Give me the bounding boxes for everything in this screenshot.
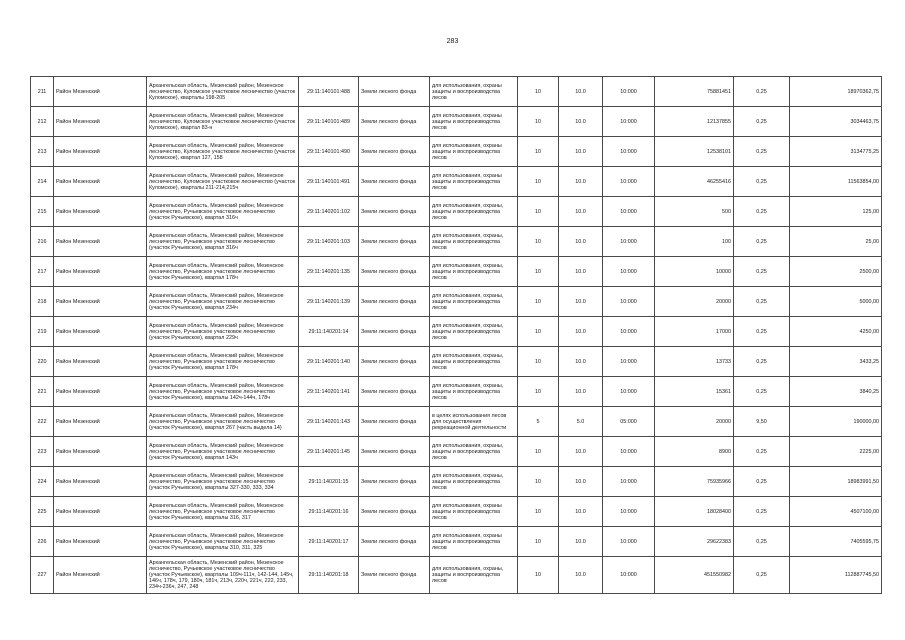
value-1-cell: 10 (518, 77, 559, 107)
amount-cell: 4250,00 (790, 317, 882, 347)
value-1-cell: 10 (518, 317, 559, 347)
area-cell: 100 (655, 227, 734, 257)
area-cell: 29622383 (655, 527, 734, 557)
address-cell: Архангельская область, Мезенский район, Мезенское лесничество, Ручьевское участковое лесничество (участок Ручьевское), квартал 143ч (147, 437, 299, 467)
value-3-cell: 10:000 (603, 197, 655, 227)
table-row (31, 467, 882, 497)
rate-cell: 0,25 (734, 257, 790, 287)
value-3-cell: 10:000 (603, 257, 655, 287)
table-row (31, 317, 882, 347)
value-3-cell: 10:000 (603, 317, 655, 347)
district-cell: Район Мезенский (54, 467, 147, 497)
table-row (31, 437, 882, 467)
amount-cell: 11563854,00 (790, 167, 882, 197)
value-1-cell: 10 (518, 557, 559, 594)
value-1-cell: 10 (518, 257, 559, 287)
permitted-use-cell: для использования, охраны, защиты и воспроизводства лесов (430, 437, 518, 467)
value-2-cell: 10.0 (559, 347, 603, 377)
value-1-cell: 10 (518, 467, 559, 497)
row-number-cell: 213 (31, 137, 54, 167)
value-2-cell: 10.0 (559, 497, 603, 527)
permitted-use-cell: для использования, охраны, защиты и воспроизводства лесов (430, 467, 518, 497)
cadastral-number-cell: 29:11:140101:491 (299, 167, 359, 197)
table-row (31, 257, 882, 287)
area-cell: 46255416 (655, 167, 734, 197)
value-1-cell: 10 (518, 197, 559, 227)
address-cell: Архангельская область, Мезенский район, Мезенское лесничество, Ручьевское участковое лесничество (участок Ручьевское), квартал 229ч (147, 317, 299, 347)
permitted-use-cell: для использования, охраны защиты и воспроизводства лесов (430, 527, 518, 557)
land-category-cell: Земли лесного фонда (359, 437, 430, 467)
row-number-cell: 218 (31, 287, 54, 317)
table-row (31, 407, 882, 437)
district-cell: Район Мезенский (54, 317, 147, 347)
land-category-cell: Земли лесного фонда (359, 377, 430, 407)
address-cell: Архангельская область, Мезенский район, Мезенское лесничество, Ручьевское участковое лесничество (участок Ручьевское), кварталы 310, 311, 325 (147, 527, 299, 557)
permitted-use-cell: для использования, охраны защиты и воспроизводства лесов (430, 167, 518, 197)
value-2-cell: 10.0 (559, 167, 603, 197)
cadastral-number-cell: 29:11:140101:489 (299, 107, 359, 137)
table-row (31, 497, 882, 527)
table-row (31, 77, 882, 107)
land-registry-table (30, 76, 882, 594)
value-2-cell: 10.0 (559, 557, 603, 594)
area-cell: 17000 (655, 317, 734, 347)
table-row (31, 167, 882, 197)
rate-cell: 0,25 (734, 77, 790, 107)
value-1-cell: 10 (518, 347, 559, 377)
rate-cell: 0,25 (734, 527, 790, 557)
rate-cell: 0,25 (734, 347, 790, 377)
page-number: 283 (446, 38, 459, 45)
value-3-cell: 10:000 (603, 377, 655, 407)
value-1-cell: 10 (518, 527, 559, 557)
value-2-cell: 5.0 (559, 407, 603, 437)
table-row (31, 227, 882, 257)
value-1-cell: 5 (518, 407, 559, 437)
table-row (31, 197, 882, 227)
land-category-cell: Земли лесного фонда (359, 317, 430, 347)
permitted-use-cell: для использования, охраны защиты и воспроизводства лесов (430, 497, 518, 527)
row-number-cell: 219 (31, 317, 54, 347)
area-cell: 18028400 (655, 497, 734, 527)
amount-cell: 2500,00 (790, 257, 882, 287)
table-row (31, 527, 882, 557)
cadastral-number-cell: 29:11:140201:18 (299, 557, 359, 594)
address-cell: Архангельская область, Мезенский район, Мезенское лесничество, Куломское участковое лесничество (участок Куломское), кварталы 198-205 (147, 77, 299, 107)
cadastral-number-cell: 29:11:140201:15 (299, 467, 359, 497)
permitted-use-cell: для использования, охраны защиты и воспроизводства лесов (430, 77, 518, 107)
value-1-cell: 10 (518, 437, 559, 467)
district-cell: Район Мезенский (54, 497, 147, 527)
district-cell: Район Мезенский (54, 377, 147, 407)
value-1-cell: 10 (518, 137, 559, 167)
row-number-cell: 222 (31, 407, 54, 437)
land-category-cell: Земли лесного фонда (359, 287, 430, 317)
row-number-cell: 214 (31, 167, 54, 197)
rate-cell: 0,25 (734, 137, 790, 167)
district-cell: Район Мезенский (54, 137, 147, 167)
value-1-cell: 10 (518, 227, 559, 257)
rate-cell: 0,25 (734, 467, 790, 497)
table-row (31, 347, 882, 377)
district-cell: Район Мезенский (54, 527, 147, 557)
cadastral-number-cell: 29:11:140201:140 (299, 347, 359, 377)
value-3-cell: 10:000 (603, 467, 655, 497)
value-1-cell: 10 (518, 107, 559, 137)
value-1-cell: 10 (518, 497, 559, 527)
address-cell: Архангельская область, Мезенский район, Мезенское лесничество, Ручьевское участковое лесничество (участок Ручьевское), квартал 316ч (147, 227, 299, 257)
value-3-cell: 10:000 (603, 227, 655, 257)
value-2-cell: 10.0 (559, 287, 603, 317)
cadastral-number-cell: 29:11:140201:135 (299, 257, 359, 287)
area-cell: 75881451 (655, 77, 734, 107)
area-cell: 75935966 (655, 467, 734, 497)
value-2-cell: 10.0 (559, 317, 603, 347)
row-number-cell: 226 (31, 527, 54, 557)
rate-cell: 0,25 (734, 317, 790, 347)
value-2-cell: 10.0 (559, 467, 603, 497)
address-cell: Архангельская область, Мезенский район, Мезенское лесничество, Ручьевское участковое лесничество (участок Ручьевское), кварталы 142ч-144ч, 178ч (147, 377, 299, 407)
area-cell: 500 (655, 197, 734, 227)
table-row (31, 287, 882, 317)
address-cell: Архангельская область, Мезенский район, Мезенское лесничество, Ручьевское участковое лесничество (участок Ручьевское), кварталы 316, 317 (147, 497, 299, 527)
rate-cell: 0,25 (734, 227, 790, 257)
land-category-cell: Земли лесного фонда (359, 137, 430, 167)
cadastral-number-cell: 29:11:140201:139 (299, 287, 359, 317)
row-number-cell: 212 (31, 107, 54, 137)
area-cell: 451550982 (655, 557, 734, 594)
value-3-cell: 10:000 (603, 557, 655, 594)
row-number-cell: 217 (31, 257, 54, 287)
permitted-use-cell: для использования, охраны, защиты и воспроизводства лесов (430, 557, 518, 594)
district-cell: Район Мезенский (54, 287, 147, 317)
cadastral-number-cell: 29:11:140201:16 (299, 497, 359, 527)
district-cell: Район Мезенский (54, 107, 147, 137)
address-cell: Архангельская область, Мезенский район, Мезенское лесничество, Ручьевское участковое лесничество (участок Ручьевское), кварталы 327-330, 333, 334 (147, 467, 299, 497)
value-1-cell: 10 (518, 377, 559, 407)
land-category-cell: Земли лесного фонда (359, 107, 430, 137)
rate-cell: 9,50 (734, 407, 790, 437)
cadastral-number-cell: 29:11:140201:145 (299, 437, 359, 467)
district-cell: Район Мезенский (54, 437, 147, 467)
land-category-cell: Земли лесного фонда (359, 347, 430, 377)
land-category-cell: Земли лесного фонда (359, 197, 430, 227)
amount-cell: 112887745,50 (790, 557, 882, 594)
cadastral-number-cell: 29:11:140201:141 (299, 377, 359, 407)
rate-cell: 0,25 (734, 287, 790, 317)
table-body (31, 77, 882, 594)
value-2-cell: 10.0 (559, 77, 603, 107)
permitted-use-cell: для использования, охраны, защиты и воспроизводства лесов (430, 197, 518, 227)
amount-cell: 25,00 (790, 227, 882, 257)
table-row (31, 137, 882, 167)
permitted-use-cell: для использования, охраны, защиты и воспроизводства лесов (430, 287, 518, 317)
row-number-cell: 224 (31, 467, 54, 497)
row-number-cell: 216 (31, 227, 54, 257)
value-3-cell: 10:000 (603, 497, 655, 527)
district-cell: Район Мезенский (54, 347, 147, 377)
area-cell: 10000 (655, 257, 734, 287)
table-row (31, 557, 882, 594)
area-cell: 20000 (655, 287, 734, 317)
table-row (31, 377, 882, 407)
district-cell: Район Мезенский (54, 167, 147, 197)
amount-cell: 125,00 (790, 197, 882, 227)
row-number-cell: 227 (31, 557, 54, 594)
rate-cell: 0,25 (734, 377, 790, 407)
value-1-cell: 10 (518, 287, 559, 317)
land-category-cell: Земли лесного фонда (359, 407, 430, 437)
permitted-use-cell: для использования, охраны, защиты и воспроизводства лесов (430, 347, 518, 377)
amount-cell: 5000,00 (790, 287, 882, 317)
district-cell: Район Мезенский (54, 257, 147, 287)
amount-cell: 3433,25 (790, 347, 882, 377)
value-3-cell: 10:000 (603, 287, 655, 317)
cadastral-number-cell: 29:11:140101:490 (299, 137, 359, 167)
amount-cell: 3034463,75 (790, 107, 882, 137)
value-2-cell: 10.0 (559, 527, 603, 557)
permitted-use-cell: для использования, охраны защиты и воспроизводства лесов (430, 137, 518, 167)
value-3-cell: 10:000 (603, 77, 655, 107)
land-category-cell: Земли лесного фонда (359, 167, 430, 197)
address-cell: Архангельская область, Мезенский район, Мезенское лесничество, Куломское участковое лесничество (участок Куломское), квартал 127, 158 (147, 137, 299, 167)
value-3-cell: 05:000 (603, 407, 655, 437)
address-cell: Архангельская область, Мезенский район, Мезенское лесничество, Ручьевское участковое лесничество (участок Ручьевское), квартал 316ч (147, 197, 299, 227)
area-cell: 20000 (655, 407, 734, 437)
rate-cell: 0,25 (734, 437, 790, 467)
amount-cell: 3840,25 (790, 377, 882, 407)
address-cell: Архангельская область, Мезенский район, Мезенское лесничество, Ручьевское участковое лесничество (участок Ручьевское), квартал 267 (часть выдела 14) (147, 407, 299, 437)
row-number-cell: 223 (31, 437, 54, 467)
row-number-cell: 225 (31, 497, 54, 527)
value-2-cell: 10.0 (559, 107, 603, 137)
permitted-use-cell: в целях использования лесов для осуществления рекреационной деятельности (430, 407, 518, 437)
area-cell: 12538101 (655, 137, 734, 167)
amount-cell: 3134775,25 (790, 137, 882, 167)
row-number-cell: 211 (31, 77, 54, 107)
area-cell: 13733 (655, 347, 734, 377)
amount-cell: 2225,00 (790, 437, 882, 467)
address-cell: Архангельская область, Мезенский район, Мезенское лесничество, Куломское участковое лесничество (участок Куломское), квартал 83-н (147, 107, 299, 137)
value-2-cell: 10.0 (559, 227, 603, 257)
land-category-cell: Земли лесного фонда (359, 227, 430, 257)
permitted-use-cell: для использования, охраны, защиты и воспроизводства лесов (430, 317, 518, 347)
row-number-cell: 220 (31, 347, 54, 377)
permitted-use-cell: для использования, охраны, защиты и воспроизводства лесов (430, 227, 518, 257)
area-cell: 15361 (655, 377, 734, 407)
value-3-cell: 10:000 (603, 437, 655, 467)
value-2-cell: 10.0 (559, 137, 603, 167)
value-2-cell: 10.0 (559, 257, 603, 287)
district-cell: Район Мезенский (54, 227, 147, 257)
value-3-cell: 10:000 (603, 107, 655, 137)
land-category-cell: Земли лесного фонда (359, 257, 430, 287)
permitted-use-cell: для использования, охраны, защиты и воспроизводства лесов (430, 257, 518, 287)
cadastral-number-cell: 29:11:140201:103 (299, 227, 359, 257)
land-category-cell: Земли лесного фонда (359, 527, 430, 557)
row-number-cell: 221 (31, 377, 54, 407)
address-cell: Архангельская область, Мезенский район, Мезенское лесничество, Ручьевское участковое лесничество (участок Ручьевское), квартал 234ч (147, 287, 299, 317)
row-number-cell: 215 (31, 197, 54, 227)
land-category-cell: Земли лесного фонда (359, 557, 430, 594)
value-2-cell: 10.0 (559, 437, 603, 467)
cadastral-number-cell: 29:11:140201:17 (299, 527, 359, 557)
district-cell: Район Мезенский (54, 557, 147, 594)
amount-cell: 190000,00 (790, 407, 882, 437)
area-cell: 8900 (655, 437, 734, 467)
district-cell: Район Мезенский (54, 407, 147, 437)
address-cell: Архангельская область, Мезенский район, Мезенское лесничество, Ручьевское участковое лесничество (участок Ручьевское), квартал 178ч (147, 347, 299, 377)
amount-cell: 18983991,50 (790, 467, 882, 497)
district-cell: Район Мезенский (54, 197, 147, 227)
rate-cell: 0,25 (734, 557, 790, 594)
value-3-cell: 10:000 (603, 167, 655, 197)
district-cell: Район Мезенский (54, 77, 147, 107)
value-1-cell: 10 (518, 167, 559, 197)
address-cell: Архангельская область, Мезенский район, Мезенское лесничество, Куломское участковое лесничество (участок Куломское), кварталы 211-214,215ч (147, 167, 299, 197)
rate-cell: 0,25 (734, 107, 790, 137)
land-category-cell: Земли лесного фонда (359, 467, 430, 497)
table-row (31, 107, 882, 137)
cadastral-number-cell: 29:11:140201:143 (299, 407, 359, 437)
area-cell: 12137855 (655, 107, 734, 137)
permitted-use-cell: для использования, охраны защиты и воспроизводства лесов (430, 107, 518, 137)
amount-cell: 7405595,75 (790, 527, 882, 557)
rate-cell: 0,25 (734, 167, 790, 197)
address-cell: Архангельская область, Мезенский район, Мезенское лесничество, Ручьевское участковое лесничество (участок Ручьевское), кварталы 109ч-111ч, 142-144, 145ч, 146ч, 178ч, 179, 180ч, 181ч, 213ч, 220ч, 221ч, 222, 233, 234ч-236ч, 247, 248 (147, 557, 299, 594)
value-3-cell: 10:000 (603, 347, 655, 377)
cadastral-number-cell: 29:11:140201:14 (299, 317, 359, 347)
cadastral-number-cell: 29:11:140101:488 (299, 77, 359, 107)
land-category-cell: Земли лесного фонда (359, 497, 430, 527)
value-2-cell: 10.0 (559, 197, 603, 227)
rate-cell: 0,25 (734, 197, 790, 227)
value-3-cell: 10:000 (603, 137, 655, 167)
rate-cell: 0,25 (734, 497, 790, 527)
land-category-cell: Земли лесного фонда (359, 77, 430, 107)
amount-cell: 4507100,00 (790, 497, 882, 527)
value-2-cell: 10.0 (559, 377, 603, 407)
value-3-cell: 10:000 (603, 527, 655, 557)
cadastral-number-cell: 29:11:140201:102 (299, 197, 359, 227)
permitted-use-cell: для использования, охраны, защиты и воспроизводства лесов (430, 377, 518, 407)
amount-cell: 18970362,75 (790, 77, 882, 107)
address-cell: Архангельская область, Мезенский район, Мезенское лесничество, Ручьевское участковое лесничество (участок Ручьевское), квартал 178ч (147, 257, 299, 287)
